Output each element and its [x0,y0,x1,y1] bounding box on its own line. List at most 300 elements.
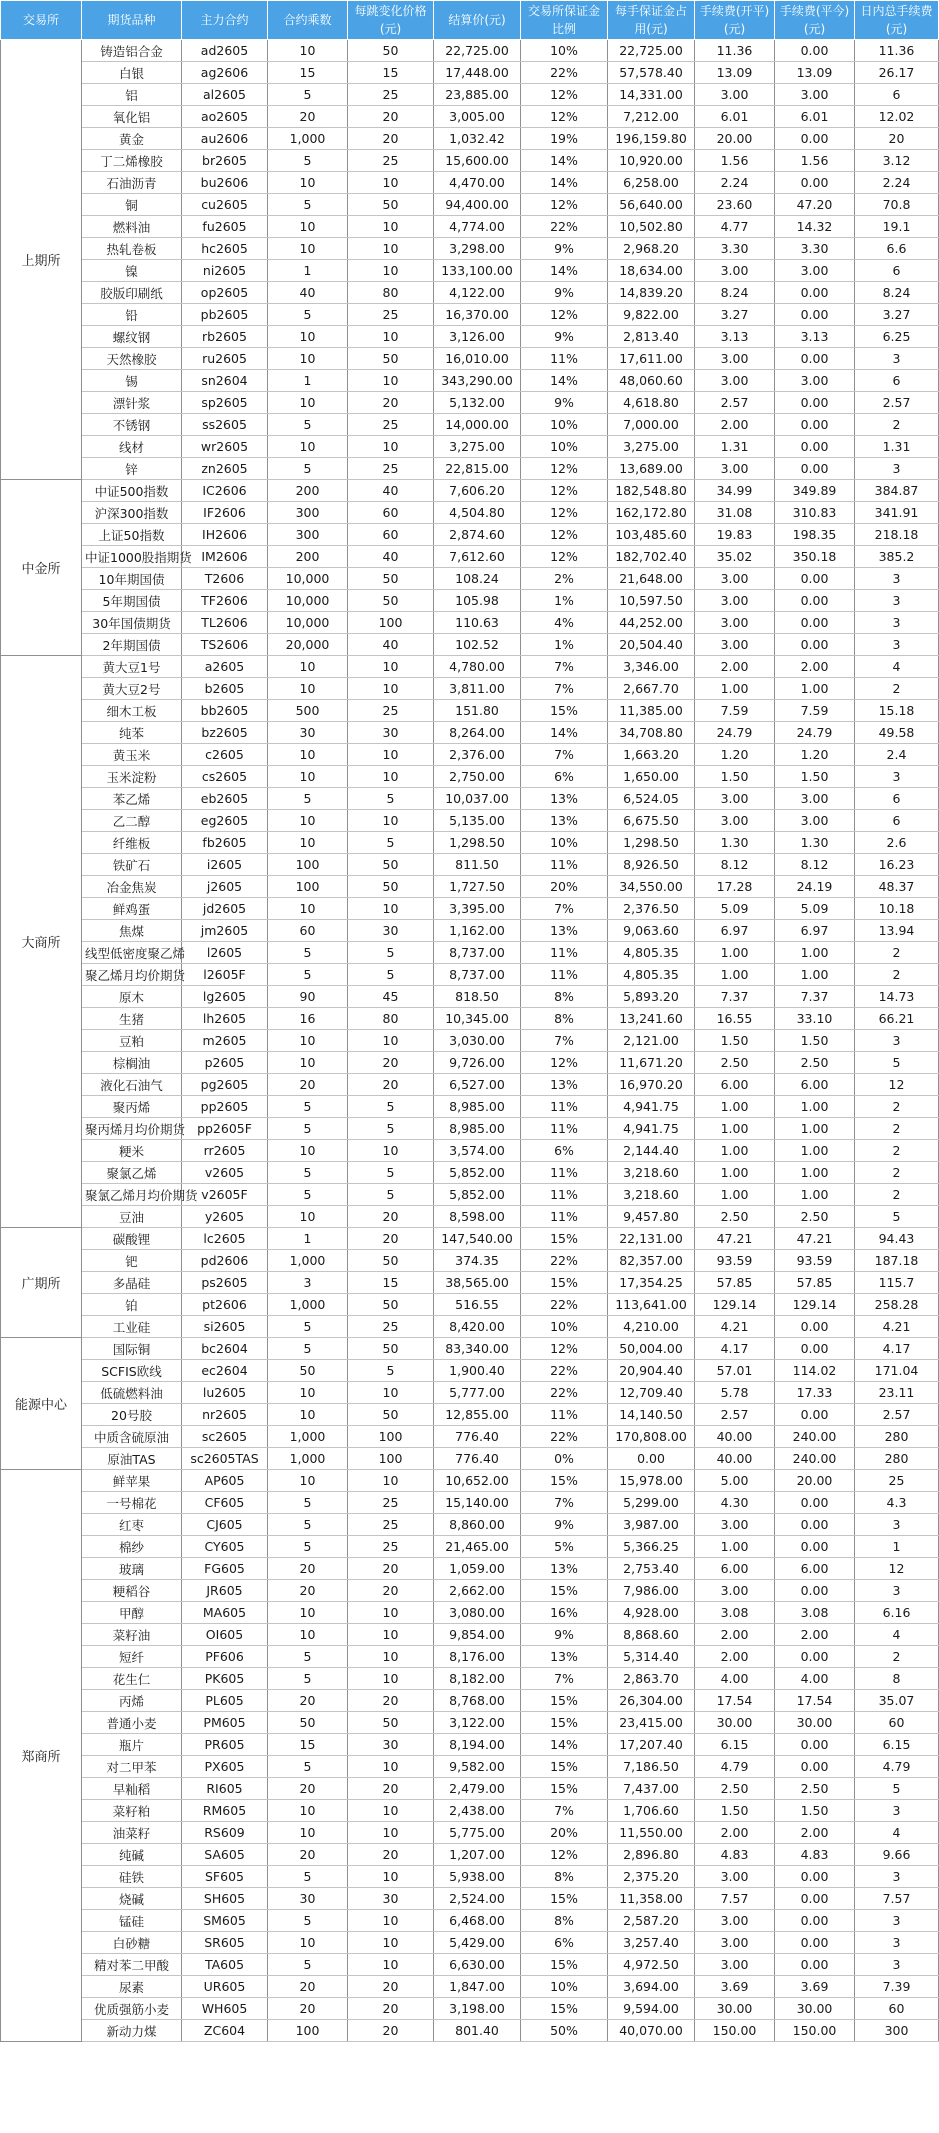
tick-value-cell: 20 [348,1206,434,1228]
tick-value-cell: 60 [348,502,434,524]
variety-cell: 一号棉花 [82,1492,182,1514]
settle-price-cell: 133,100.00 [434,260,521,282]
margin-per-lot-cell: 18,634.00 [608,260,695,282]
contract-cell: br2605 [182,150,268,172]
margin-per-lot-cell: 162,172.80 [608,502,695,524]
contract-cell: lc2605 [182,1228,268,1250]
contract-cell: RM605 [182,1800,268,1822]
intraday-fee-cell: 258.28 [855,1294,939,1316]
contract-cell: ZC604 [182,2020,268,2042]
variety-cell: 黄金 [82,128,182,150]
variety-cell: 不锈钢 [82,414,182,436]
margin-per-lot-cell: 113,641.00 [608,1294,695,1316]
fee-open-close-cell: 1.00 [695,1162,775,1184]
margin-per-lot-cell: 9,594.00 [608,1998,695,2020]
variety-cell: 2年期国债 [82,634,182,656]
margin-per-lot-cell: 5,366.25 [608,1536,695,1558]
table-row [1,1756,939,1778]
intraday-fee-cell: 7.57 [855,1888,939,1910]
multiplier-cell: 5 [268,1162,348,1184]
tick-value-cell: 50 [348,194,434,216]
fee-open-close-cell: 2.00 [695,1624,775,1646]
fee-close-today-cell: 20.00 [775,1470,855,1492]
settle-price-cell: 2,750.00 [434,766,521,788]
variety-cell: 线型低密度聚乙烯 [82,942,182,964]
margin-ratio-cell: 12% [521,1338,608,1360]
variety-cell: 黄玉米 [82,744,182,766]
contract-cell: sp2605 [182,392,268,414]
margin-per-lot-cell: 17,354.25 [608,1272,695,1294]
fee-close-today-cell: 0.00 [775,348,855,370]
variety-cell: 新动力煤 [82,2020,182,2042]
variety-cell: 黄大豆2号 [82,678,182,700]
header-fee-close-today: 手续费(平今)(元) [775,1,855,40]
fee-close-today-cell: 6.00 [775,1558,855,1580]
margin-per-lot-cell: 5,314.40 [608,1646,695,1668]
table-row [1,282,939,304]
settle-price-cell: 17,448.00 [434,62,521,84]
variety-cell: 碳酸锂 [82,1228,182,1250]
variety-cell: 中证1000股指期货 [82,546,182,568]
settle-price-cell: 16,010.00 [434,348,521,370]
tick-value-cell: 30 [348,722,434,744]
margin-ratio-cell: 12% [521,1052,608,1074]
margin-ratio-cell: 15% [521,1580,608,1602]
contract-cell: ni2605 [182,260,268,282]
table-row [1,546,939,568]
fee-close-today-cell: 4.83 [775,1844,855,1866]
contract-cell: v2605 [182,1162,268,1184]
margin-per-lot-cell: 57,578.40 [608,62,695,84]
variety-cell: 上证50指数 [82,524,182,546]
table-row [1,1448,939,1470]
fee-close-today-cell: 0.00 [775,1580,855,1602]
fee-close-today-cell: 24.79 [775,722,855,744]
variety-cell: 沪深300指数 [82,502,182,524]
margin-ratio-cell: 15% [521,1228,608,1250]
intraday-fee-cell: 6.16 [855,1602,939,1624]
intraday-fee-cell: 6.15 [855,1734,939,1756]
settle-price-cell: 1,059.00 [434,1558,521,1580]
settle-price-cell: 3,811.00 [434,678,521,700]
fee-close-today-cell: 30.00 [775,1998,855,2020]
fee-close-today-cell: 3.00 [775,260,855,282]
multiplier-cell: 20 [268,1074,348,1096]
intraday-fee-cell: 5 [855,1206,939,1228]
table-row [1,832,939,854]
fee-open-close-cell: 3.00 [695,260,775,282]
settle-price-cell: 3,005.00 [434,106,521,128]
tick-value-cell: 15 [348,62,434,84]
variety-cell: 30年国债期货 [82,612,182,634]
intraday-fee-cell: 15.18 [855,700,939,722]
table-row [1,260,939,282]
multiplier-cell: 5 [268,1536,348,1558]
settle-price-cell: 3,275.00 [434,436,521,458]
margin-per-lot-cell: 2,896.80 [608,1844,695,1866]
multiplier-cell: 500 [268,700,348,722]
tick-value-cell: 10 [348,370,434,392]
contract-cell: UR605 [182,1976,268,1998]
tick-value-cell: 20 [348,392,434,414]
margin-ratio-cell: 6% [521,1932,608,1954]
margin-per-lot-cell: 3,987.00 [608,1514,695,1536]
intraday-fee-cell: 6.6 [855,238,939,260]
fee-close-today-cell: 4.00 [775,1668,855,1690]
contract-cell: SF605 [182,1866,268,1888]
table-row [1,370,939,392]
variety-cell: 多晶硅 [82,1272,182,1294]
fee-open-close-cell: 6.15 [695,1734,775,1756]
multiplier-cell: 100 [268,876,348,898]
exchange-cell: 上期所 [1,40,82,480]
header-exchange: 交易所 [1,1,82,40]
tick-value-cell: 10 [348,1602,434,1624]
margin-ratio-cell: 12% [521,106,608,128]
margin-ratio-cell: 15% [521,1712,608,1734]
settle-price-cell: 2,874.60 [434,524,521,546]
margin-ratio-cell: 14% [521,260,608,282]
tick-value-cell: 10 [348,172,434,194]
tick-value-cell: 10 [348,238,434,260]
exchange-cell: 中金所 [1,480,82,656]
contract-cell: OI605 [182,1624,268,1646]
fee-close-today-cell: 1.50 [775,766,855,788]
contract-cell: ao2605 [182,106,268,128]
contract-cell: CJ605 [182,1514,268,1536]
fee-close-today-cell: 0.00 [775,568,855,590]
margin-ratio-cell: 10% [521,40,608,62]
fee-close-today-cell: 350.18 [775,546,855,568]
margin-ratio-cell: 9% [521,1514,608,1536]
margin-per-lot-cell: 16,970.20 [608,1074,695,1096]
variety-cell: 生猪 [82,1008,182,1030]
intraday-fee-cell: 3 [855,1514,939,1536]
margin-per-lot-cell: 2,813.40 [608,326,695,348]
contract-cell: SH605 [182,1888,268,1910]
variety-cell: 热轧卷板 [82,238,182,260]
fee-open-close-cell: 2.00 [695,656,775,678]
variety-cell: 烧碱 [82,1888,182,1910]
settle-price-cell: 2,479.00 [434,1778,521,1800]
contract-cell: v2605F [182,1184,268,1206]
intraday-fee-cell: 3 [855,1910,939,1932]
multiplier-cell: 15 [268,62,348,84]
margin-ratio-cell: 22% [521,1360,608,1382]
fee-close-today-cell: 0.00 [775,1734,855,1756]
margin-per-lot-cell: 4,805.35 [608,964,695,986]
intraday-fee-cell: 66.21 [855,1008,939,1030]
intraday-fee-cell: 2.57 [855,1404,939,1426]
table-row [1,414,939,436]
fee-open-close-cell: 2.50 [695,1206,775,1228]
tick-value-cell: 20 [348,1228,434,1250]
margin-ratio-cell: 6% [521,1140,608,1162]
fee-close-today-cell: 240.00 [775,1426,855,1448]
variety-cell: 锡 [82,370,182,392]
margin-ratio-cell: 8% [521,1008,608,1030]
table-row [1,876,939,898]
fee-open-close-cell: 1.50 [695,1030,775,1052]
fee-open-close-cell: 3.00 [695,1910,775,1932]
variety-cell: 漂针浆 [82,392,182,414]
margin-per-lot-cell: 11,385.00 [608,700,695,722]
multiplier-cell: 10 [268,1382,348,1404]
margin-ratio-cell: 15% [521,1998,608,2020]
fee-close-today-cell: 0.00 [775,1888,855,1910]
settle-price-cell: 1,727.50 [434,876,521,898]
intraday-fee-cell: 26.17 [855,62,939,84]
contract-cell: si2605 [182,1316,268,1338]
table-row [1,1998,939,2020]
margin-ratio-cell: 11% [521,964,608,986]
fee-close-today-cell: 2.00 [775,656,855,678]
margin-per-lot-cell: 14,331.00 [608,84,695,106]
settle-price-cell: 4,122.00 [434,282,521,304]
table-row [1,150,939,172]
settle-price-cell: 15,140.00 [434,1492,521,1514]
margin-ratio-cell: 7% [521,1492,608,1514]
settle-price-cell: 776.40 [434,1448,521,1470]
settle-price-cell: 3,298.00 [434,238,521,260]
intraday-fee-cell: 2 [855,1096,939,1118]
settle-price-cell: 4,780.00 [434,656,521,678]
settle-price-cell: 102.52 [434,634,521,656]
multiplier-cell: 200 [268,546,348,568]
fee-close-today-cell: 0.00 [775,304,855,326]
settle-price-cell: 38,565.00 [434,1272,521,1294]
multiplier-cell: 5 [268,1646,348,1668]
contract-cell: PR605 [182,1734,268,1756]
table-row [1,810,939,832]
tick-value-cell: 25 [348,304,434,326]
fee-close-today-cell: 93.59 [775,1250,855,1272]
intraday-fee-cell: 2 [855,1162,939,1184]
table-row [1,1228,939,1250]
fee-close-today-cell: 150.00 [775,2020,855,2042]
fee-open-close-cell: 16.55 [695,1008,775,1030]
settle-price-cell: 3,198.00 [434,1998,521,2020]
tick-value-cell: 5 [348,1118,434,1140]
multiplier-cell: 5 [268,964,348,986]
multiplier-cell: 5 [268,1514,348,1536]
table-header-row [1,1,939,40]
multiplier-cell: 300 [268,524,348,546]
tick-value-cell: 50 [348,1404,434,1426]
table-row [1,634,939,656]
settle-price-cell: 1,900.40 [434,1360,521,1382]
margin-ratio-cell: 13% [521,810,608,832]
margin-ratio-cell: 16% [521,1602,608,1624]
margin-ratio-cell: 20% [521,1822,608,1844]
variety-cell: 铝 [82,84,182,106]
variety-cell: 钯 [82,1250,182,1272]
multiplier-cell: 5 [268,1668,348,1690]
fee-open-close-cell: 17.54 [695,1690,775,1712]
margin-per-lot-cell: 11,550.00 [608,1822,695,1844]
settle-price-cell: 5,852.00 [434,1184,521,1206]
table-row [1,1602,939,1624]
intraday-fee-cell: 25 [855,1470,939,1492]
variety-cell: 天然橡胶 [82,348,182,370]
multiplier-cell: 5 [268,1096,348,1118]
contract-cell: y2605 [182,1206,268,1228]
fee-open-close-cell: 1.00 [695,964,775,986]
fee-close-today-cell: 3.00 [775,810,855,832]
intraday-fee-cell: 94.43 [855,1228,939,1250]
fee-close-today-cell: 1.30 [775,832,855,854]
tick-value-cell: 100 [348,1426,434,1448]
contract-cell: pg2605 [182,1074,268,1096]
intraday-fee-cell: 3 [855,1800,939,1822]
tick-value-cell: 100 [348,612,434,634]
margin-per-lot-cell: 34,708.80 [608,722,695,744]
intraday-fee-cell: 19.1 [855,216,939,238]
variety-cell: 线材 [82,436,182,458]
contract-cell: c2605 [182,744,268,766]
margin-per-lot-cell: 2,375.20 [608,1866,695,1888]
settle-price-cell: 7,606.20 [434,480,521,502]
intraday-fee-cell: 2 [855,1184,939,1206]
contract-cell: b2605 [182,678,268,700]
margin-ratio-cell: 14% [521,370,608,392]
margin-ratio-cell: 7% [521,1800,608,1822]
tick-value-cell: 25 [348,1536,434,1558]
fee-open-close-cell: 3.69 [695,1976,775,1998]
fee-open-close-cell: 4.83 [695,1844,775,1866]
table-row [1,1470,939,1492]
variety-cell: 镍 [82,260,182,282]
fee-open-close-cell: 3.00 [695,370,775,392]
margin-per-lot-cell: 1,706.60 [608,1800,695,1822]
fee-close-today-cell: 0.00 [775,282,855,304]
margin-ratio-cell: 12% [521,194,608,216]
fee-close-today-cell: 0.00 [775,1910,855,1932]
tick-value-cell: 5 [348,1184,434,1206]
variety-cell: 聚丙烯月均价期货 [82,1118,182,1140]
margin-per-lot-cell: 2,121.00 [608,1030,695,1052]
variety-cell: 10年期国债 [82,568,182,590]
fee-open-close-cell: 47.21 [695,1228,775,1250]
table-row [1,678,939,700]
fee-close-today-cell: 3.13 [775,326,855,348]
margin-ratio-cell: 4% [521,612,608,634]
margin-ratio-cell: 11% [521,1404,608,1426]
intraday-fee-cell: 4 [855,1624,939,1646]
settle-price-cell: 22,725.00 [434,40,521,62]
contract-cell: RI605 [182,1778,268,1800]
variety-cell: 乙二醇 [82,810,182,832]
margin-per-lot-cell: 7,212.00 [608,106,695,128]
contract-cell: wr2605 [182,436,268,458]
contract-cell: AP605 [182,1470,268,1492]
margin-per-lot-cell: 2,144.40 [608,1140,695,1162]
exchange-cell: 广期所 [1,1228,82,1338]
table-row [1,1778,939,1800]
settle-price-cell: 5,777.00 [434,1382,521,1404]
multiplier-cell: 10 [268,1140,348,1162]
margin-ratio-cell: 13% [521,1646,608,1668]
table-row [1,1074,939,1096]
multiplier-cell: 5 [268,304,348,326]
contract-cell: bc2604 [182,1338,268,1360]
margin-per-lot-cell: 2,587.20 [608,1910,695,1932]
contract-cell: a2605 [182,656,268,678]
multiplier-cell: 1,000 [268,1250,348,1272]
tick-value-cell: 25 [348,700,434,722]
contract-cell: MA605 [182,1602,268,1624]
multiplier-cell: 1 [268,1228,348,1250]
intraday-fee-cell: 3 [855,568,939,590]
tick-value-cell: 30 [348,1734,434,1756]
fee-open-close-cell: 2.57 [695,1404,775,1426]
margin-ratio-cell: 10% [521,832,608,854]
fee-open-close-cell: 30.00 [695,1998,775,2020]
variety-cell: 铅 [82,304,182,326]
fee-open-close-cell: 3.00 [695,458,775,480]
margin-per-lot-cell: 34,550.00 [608,876,695,898]
settle-price-cell: 516.55 [434,1294,521,1316]
fee-close-today-cell: 198.35 [775,524,855,546]
table-row [1,1140,939,1162]
contract-cell: al2605 [182,84,268,106]
multiplier-cell: 10 [268,1030,348,1052]
fee-close-today-cell: 1.56 [775,150,855,172]
margin-per-lot-cell: 22,725.00 [608,40,695,62]
settle-price-cell: 2,376.00 [434,744,521,766]
header-margin-ratio: 交易所保证金比例 [521,1,608,40]
variety-cell: 粳米 [82,1140,182,1162]
tick-value-cell: 20 [348,1844,434,1866]
multiplier-cell: 50 [268,1712,348,1734]
fee-open-close-cell: 3.00 [695,1580,775,1602]
variety-cell: 短纤 [82,1646,182,1668]
fee-close-today-cell: 3.00 [775,84,855,106]
multiplier-cell: 1,000 [268,1448,348,1470]
fee-open-close-cell: 2.24 [695,172,775,194]
contract-cell: ss2605 [182,414,268,436]
variety-cell: 丙烯 [82,1690,182,1712]
margin-ratio-cell: 15% [521,1954,608,1976]
table-row [1,348,939,370]
margin-per-lot-cell: 56,640.00 [608,194,695,216]
contract-cell: PK605 [182,1668,268,1690]
variety-cell: 液化石油气 [82,1074,182,1096]
multiplier-cell: 5 [268,84,348,106]
tick-value-cell: 10 [348,1932,434,1954]
margin-ratio-cell: 20% [521,876,608,898]
settle-price-cell: 2,662.00 [434,1580,521,1602]
contract-cell: bb2605 [182,700,268,722]
intraday-fee-cell: 9.66 [855,1844,939,1866]
multiplier-cell: 1,000 [268,1426,348,1448]
intraday-fee-cell: 385.2 [855,546,939,568]
fee-open-close-cell: 7.37 [695,986,775,1008]
table-row [1,1096,939,1118]
margin-ratio-cell: 15% [521,1756,608,1778]
tick-value-cell: 5 [348,1360,434,1382]
intraday-fee-cell: 3 [855,458,939,480]
tick-value-cell: 10 [348,1910,434,1932]
margin-per-lot-cell: 20,504.40 [608,634,695,656]
variety-cell: 白砂糖 [82,1932,182,1954]
fee-close-today-cell: 13.09 [775,62,855,84]
multiplier-cell: 30 [268,722,348,744]
table-row [1,1492,939,1514]
fee-open-close-cell: 7.59 [695,700,775,722]
table-row [1,1030,939,1052]
fee-open-close-cell: 1.50 [695,766,775,788]
